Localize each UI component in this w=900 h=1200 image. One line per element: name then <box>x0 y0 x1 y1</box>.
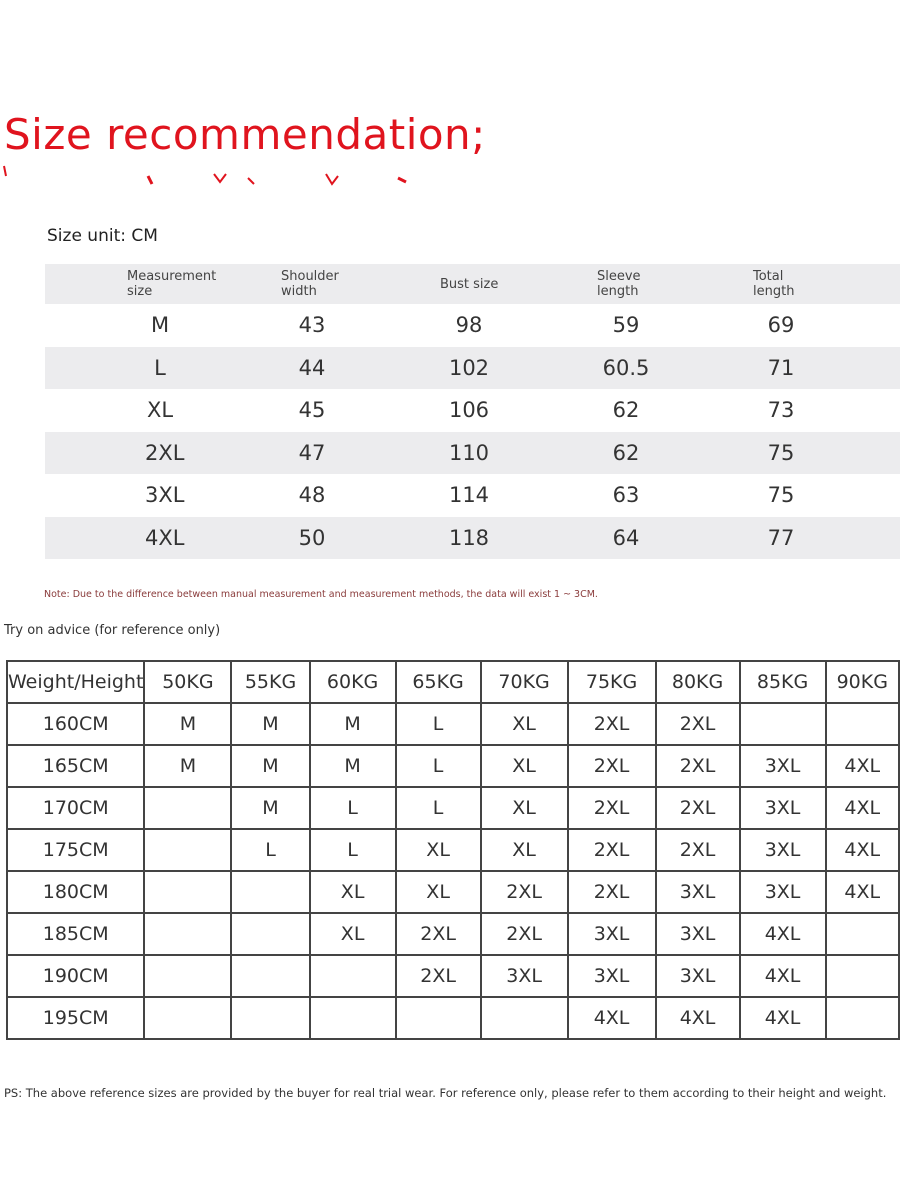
size-cell: 48 <box>298 483 326 508</box>
size-advice-cell: 4XL <box>826 745 899 787</box>
decorative-red-marks <box>0 160 420 190</box>
size-cell: 64 <box>612 525 640 550</box>
size-advice-cell: XL <box>396 871 481 913</box>
size-advice-cell <box>231 871 309 913</box>
size-advice-cell <box>826 913 899 955</box>
size-advice-cell: 4XL <box>826 829 899 871</box>
advice-label: Try on advice (for reference only) <box>4 623 221 638</box>
size-advice-cell <box>144 787 231 829</box>
size-advice-cell: L <box>396 787 481 829</box>
size-advice-cell: 2XL <box>656 829 740 871</box>
size-advice-cell <box>231 955 309 997</box>
size-advice-cell: 3XL <box>481 955 568 997</box>
size-advice-cell: 3XL <box>656 955 740 997</box>
size-table-row <box>45 517 900 560</box>
size-advice-cell <box>144 829 231 871</box>
size-cell: 98 <box>455 313 483 338</box>
size-advice-cell: XL <box>481 745 568 787</box>
size-advice-cell: 3XL <box>568 955 656 997</box>
size-advice-cell <box>826 955 899 997</box>
size-advice-cell: L <box>310 787 396 829</box>
size-cell: 4XL <box>145 525 185 550</box>
size-advice-cell: 3XL <box>740 829 826 871</box>
size-cell: 3XL <box>145 483 185 508</box>
size-advice-cell <box>740 703 826 745</box>
size-advice-cell: XL <box>310 913 396 955</box>
size-advice-cell: 2XL <box>568 745 656 787</box>
corner-cell: Weight/Height <box>7 661 144 703</box>
page-title: Size recommendation; <box>4 110 486 159</box>
height-cell: 165CM <box>7 745 144 787</box>
size-advice-cell <box>396 997 481 1039</box>
size-advice-cell: 3XL <box>740 787 826 829</box>
size-header-cell: Total length <box>753 269 795 299</box>
size-cell: 45 <box>298 398 326 423</box>
size-advice-cell: XL <box>310 871 396 913</box>
size-cell: M <box>150 313 170 338</box>
size-header-cell: Bust size <box>440 276 499 292</box>
size-table-row <box>45 347 900 390</box>
weight-header-cell: 50KG <box>144 661 231 703</box>
height-cell: 185CM <box>7 913 144 955</box>
size-advice-cell: 2XL <box>481 913 568 955</box>
size-cell: 118 <box>448 525 490 550</box>
size-table-row <box>45 389 900 432</box>
weight-header-cell: 90KG <box>826 661 899 703</box>
size-advice-cell <box>826 703 899 745</box>
size-advice-cell: M <box>231 787 309 829</box>
size-advice-cell: 4XL <box>826 787 899 829</box>
size-advice-cell: 2XL <box>481 871 568 913</box>
size-advice-cell: M <box>231 745 309 787</box>
size-advice-cell: 4XL <box>740 913 826 955</box>
size-cell: 75 <box>767 483 795 508</box>
height-cell: 170CM <box>7 787 144 829</box>
size-advice-cell: 3XL <box>740 745 826 787</box>
size-advice-cell <box>826 997 899 1039</box>
advice-table <box>6 660 900 1040</box>
height-cell: 180CM <box>7 871 144 913</box>
size-cell: 114 <box>448 483 490 508</box>
size-cell: 73 <box>767 398 795 423</box>
size-advice-cell: XL <box>481 703 568 745</box>
size-advice-cell: 3XL <box>740 871 826 913</box>
size-advice-cell: 3XL <box>568 913 656 955</box>
size-advice-cell: 2XL <box>396 955 481 997</box>
size-advice-cell <box>231 913 309 955</box>
size-cell: 63 <box>612 483 640 508</box>
size-table-row <box>45 432 900 475</box>
size-header-cell: Measurement size <box>127 269 217 299</box>
size-advice-cell: XL <box>396 829 481 871</box>
size-advice-cell <box>144 997 231 1039</box>
size-cell: L <box>154 355 166 380</box>
size-cell: 106 <box>448 398 490 423</box>
size-advice-cell <box>144 955 231 997</box>
weight-header-cell: 80KG <box>656 661 740 703</box>
size-advice-cell: 4XL <box>740 997 826 1039</box>
size-advice-cell: 2XL <box>396 913 481 955</box>
size-advice-cell: 4XL <box>656 997 740 1039</box>
size-advice-cell: L <box>231 829 309 871</box>
size-advice-cell <box>310 997 396 1039</box>
size-table-row <box>45 304 900 347</box>
size-cell: 60.5 <box>602 355 650 380</box>
size-advice-cell <box>231 997 309 1039</box>
size-advice-cell <box>481 997 568 1039</box>
size-advice-cell: 2XL <box>656 745 740 787</box>
size-cell: 44 <box>298 355 326 380</box>
weight-header-cell: 65KG <box>396 661 481 703</box>
size-table-header <box>45 264 900 304</box>
size-advice-cell <box>144 871 231 913</box>
size-advice-cell: M <box>144 745 231 787</box>
size-cell: 69 <box>767 313 795 338</box>
advice-row <box>7 955 899 997</box>
size-cell: 110 <box>448 440 490 465</box>
advice-header-row <box>7 661 899 703</box>
size-advice-cell: XL <box>481 787 568 829</box>
size-advice-cell: 2XL <box>568 703 656 745</box>
size-header-cell: Shoulder width <box>281 269 339 299</box>
size-advice-cell: M <box>310 745 396 787</box>
size-unit-label: Size unit: CM <box>47 226 158 246</box>
size-advice-cell: L <box>396 745 481 787</box>
size-cell: 59 <box>612 313 640 338</box>
size-advice-cell: 2XL <box>656 703 740 745</box>
height-cell: 160CM <box>7 703 144 745</box>
size-table <box>45 264 900 559</box>
size-cell: 102 <box>448 355 490 380</box>
advice-row <box>7 787 899 829</box>
weight-header-cell: 75KG <box>568 661 656 703</box>
size-advice-cell: 3XL <box>656 871 740 913</box>
size-advice-cell: M <box>144 703 231 745</box>
size-advice-cell: 2XL <box>568 871 656 913</box>
size-cell: 47 <box>298 440 326 465</box>
size-advice-cell: M <box>231 703 309 745</box>
size-cell: 2XL <box>145 440 185 465</box>
size-advice-cell: 4XL <box>826 871 899 913</box>
advice-row <box>7 829 899 871</box>
size-cell: 77 <box>767 525 795 550</box>
size-advice-cell <box>310 955 396 997</box>
size-advice-cell: L <box>310 829 396 871</box>
weight-header-cell: 70KG <box>481 661 568 703</box>
weight-header-cell: 55KG <box>231 661 309 703</box>
advice-row <box>7 745 899 787</box>
size-cell: 62 <box>612 440 640 465</box>
size-cell: 43 <box>298 313 326 338</box>
size-advice-cell: 2XL <box>656 787 740 829</box>
weight-header-cell: 85KG <box>740 661 826 703</box>
size-cell: 50 <box>298 525 326 550</box>
advice-row <box>7 871 899 913</box>
size-advice-cell: M <box>310 703 396 745</box>
measurement-note: Note: Due to the difference between manual measurement and measurement methods, the data will exist 1 ~ 3CM. <box>44 589 598 600</box>
size-advice-cell: 2XL <box>568 787 656 829</box>
weight-header-cell: 60KG <box>310 661 396 703</box>
advice-row <box>7 997 899 1039</box>
size-advice-cell: L <box>396 703 481 745</box>
size-cell: 75 <box>767 440 795 465</box>
size-cell: XL <box>146 398 174 423</box>
height-cell: 195CM <box>7 997 144 1039</box>
size-advice-cell: 4XL <box>568 997 656 1039</box>
size-cell: 71 <box>767 355 795 380</box>
height-cell: 175CM <box>7 829 144 871</box>
size-advice-cell: 4XL <box>740 955 826 997</box>
ps-note: PS: The above reference sizes are provided by the buyer for real trial wear. For reference only, please refer to them according to their height and weight. <box>4 1086 887 1100</box>
size-table-row <box>45 474 900 517</box>
advice-row <box>7 913 899 955</box>
advice-row <box>7 703 899 745</box>
size-advice-cell: 3XL <box>656 913 740 955</box>
size-header-cell: Sleeve length <box>597 269 641 299</box>
size-advice-cell <box>144 913 231 955</box>
size-advice-cell: 2XL <box>568 829 656 871</box>
size-cell: 62 <box>612 398 640 423</box>
size-advice-cell: XL <box>481 829 568 871</box>
height-cell: 190CM <box>7 955 144 997</box>
